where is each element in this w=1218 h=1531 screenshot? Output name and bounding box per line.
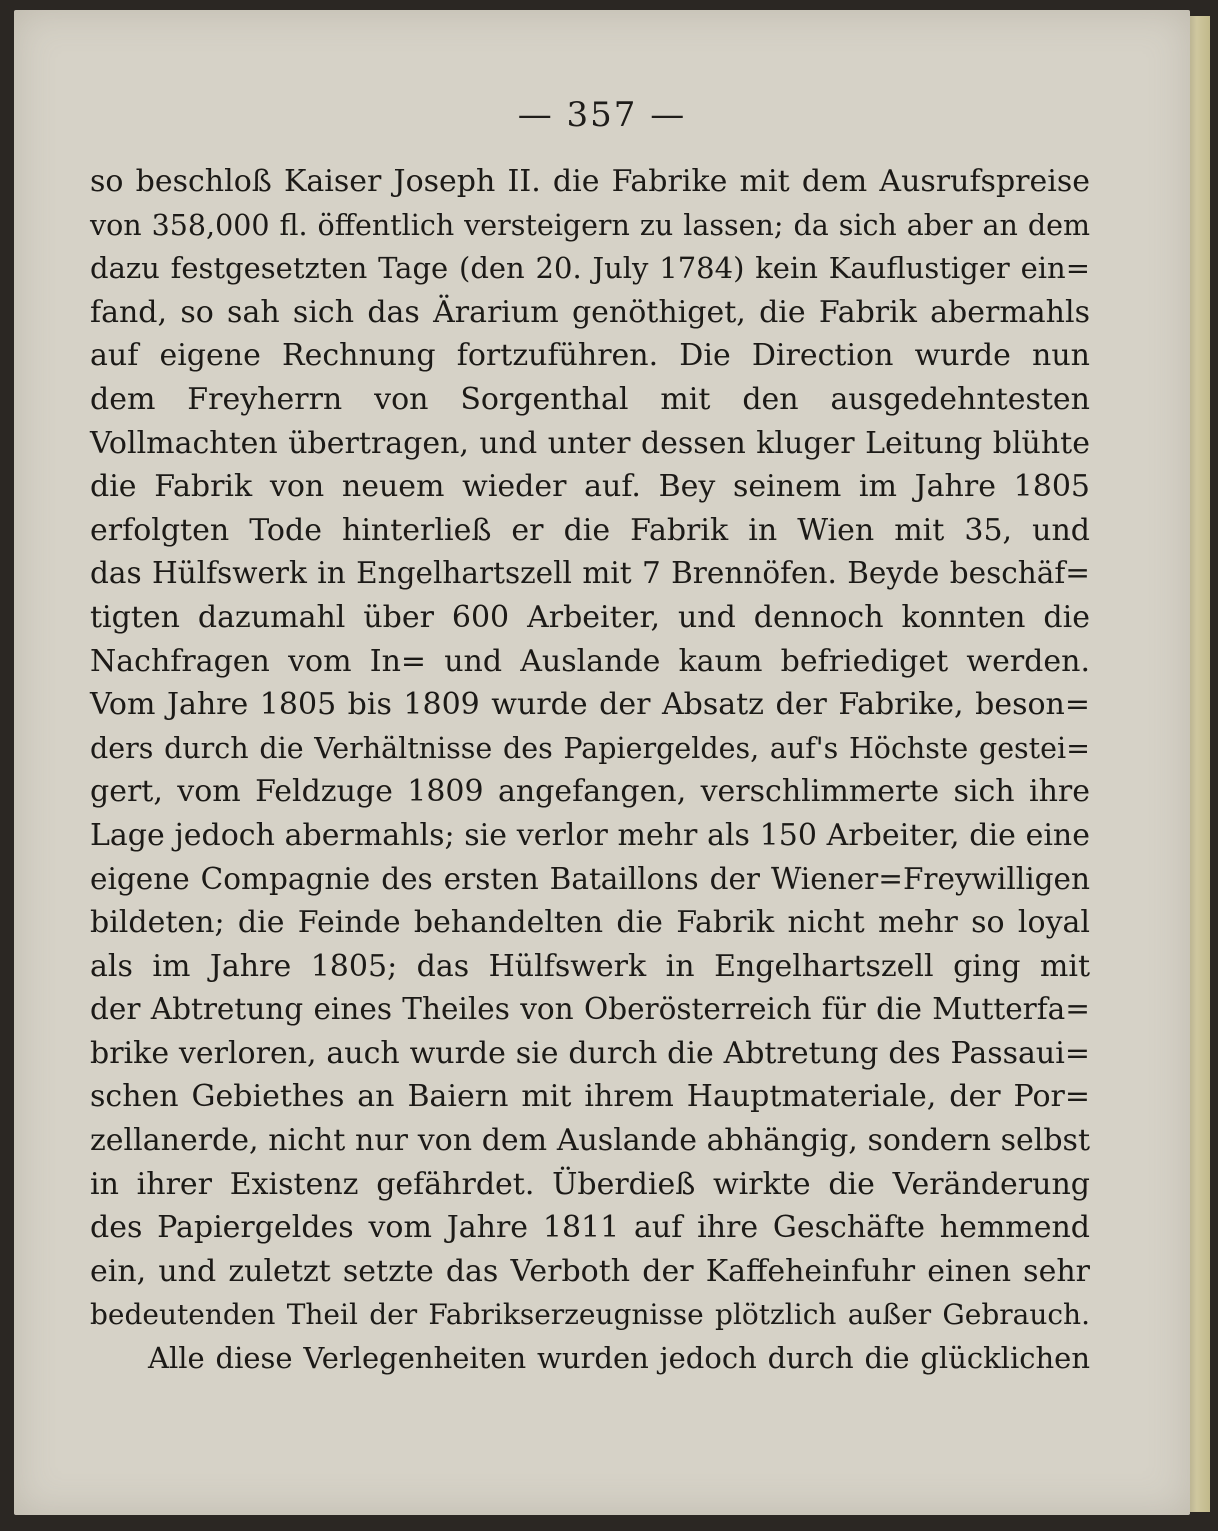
text-line: so beschloß Kaiser Joseph II. die Fabrike mit dem Ausrufspreise bbox=[90, 164, 1090, 199]
text-line: ders durch die Verhältnisse des Papiergeldes, auf's Höchste gestei= bbox=[90, 731, 1090, 765]
text-line: Vom Jahre 1805 bis 1809 wurde der Absatz der Fabrike, beson= bbox=[90, 687, 1090, 723]
text-line: schen Gebiethes an Baiern mit ihrem Hauptmateriale, der Por= bbox=[90, 1079, 1090, 1115]
text-line: Lage jedoch abermahls; sie verlor mehr als 150 Arbeiter, die eine bbox=[90, 817, 1090, 853]
text-line: die Fabrik von neuem wieder auf. Bey seinem im Jahre 1805 bbox=[90, 469, 1090, 505]
page-number: — 357 — bbox=[517, 95, 687, 135]
text-line: ein, und zuletzt setzte das Verboth der Kaffeheinfuhr einen sehr bbox=[90, 1253, 1090, 1289]
text-line: tigten dazumahl über 600 Arbeiter, und dennoch konnten die bbox=[90, 599, 1090, 635]
book-page bbox=[14, 10, 1190, 1515]
text-line: als im Jahre 1805; das Hülfswerk in Engelhartszell ging mit bbox=[90, 948, 1090, 984]
text-line: auf eigene Rechnung fortzuführen. Die Direction wurde nun bbox=[90, 338, 1090, 374]
text-line: zellanerde, nicht nur von dem Auslande abhängig, sondern selbst bbox=[90, 1123, 1090, 1159]
text-line: in ihrer Existenz gefährdet. Überdieß wirkte die Veränderung bbox=[90, 1166, 1090, 1202]
page-edge bbox=[1188, 16, 1210, 1512]
text-line: von 358,000 fl. öffentlich versteigern zu lassen; da sich aber an dem bbox=[90, 208, 1090, 242]
text-line: bedeutenden Theil der Fabrikserzeugnisse plötzlich außer Gebrauch. bbox=[90, 1298, 1090, 1332]
text-line: des Papiergeldes vom Jahre 1811 auf ihre Geschäfte hemmend bbox=[90, 1210, 1090, 1246]
text-line: dem Freyherrn von Sorgenthal mit den ausgedehntesten bbox=[90, 381, 1090, 417]
body-text bbox=[90, 160, 1090, 1381]
text-line: Vollmachten übertragen, und unter dessen kluger Leitung blühte bbox=[90, 425, 1090, 461]
text-line: dazu festgesetzten Tage (den 20. July 1784) kein Kauflustiger ein= bbox=[90, 251, 1090, 286]
text-line: Nachfragen vom In= und Auslande kaum befriediget werden. bbox=[90, 643, 1090, 679]
text-line: das Hülfswerk in Engelhartszell mit 7 Brennöfen. Beyde beschäf= bbox=[90, 556, 1090, 591]
text-line: bildeten; die Feinde behandelten die Fabrik nicht mehr so loyal bbox=[90, 905, 1090, 941]
text-line: erfolgten Tode hinterließ er die Fabrik in Wien mit 35, und bbox=[90, 512, 1090, 548]
text-line: fand, so sah sich das Ärarium genöthiget, die Fabrik abermahls bbox=[90, 294, 1090, 330]
text-line: Alle diese Verlegenheiten wurden jedoch durch die glücklichen bbox=[148, 1341, 1090, 1376]
text-line: brike verloren, auch wurde sie durch die Abtretung des Passaui= bbox=[90, 1035, 1090, 1071]
text-line: der Abtretung eines Theiles von Oberösterreich für die Mutterfa= bbox=[90, 992, 1090, 1027]
text-line: gert, vom Feldzuge 1809 angefangen, verschlimmerte sich ihre bbox=[90, 774, 1090, 810]
text-line: eigene Compagnie des ersten Bataillons der Wiener=Freywilligen bbox=[90, 861, 1090, 896]
